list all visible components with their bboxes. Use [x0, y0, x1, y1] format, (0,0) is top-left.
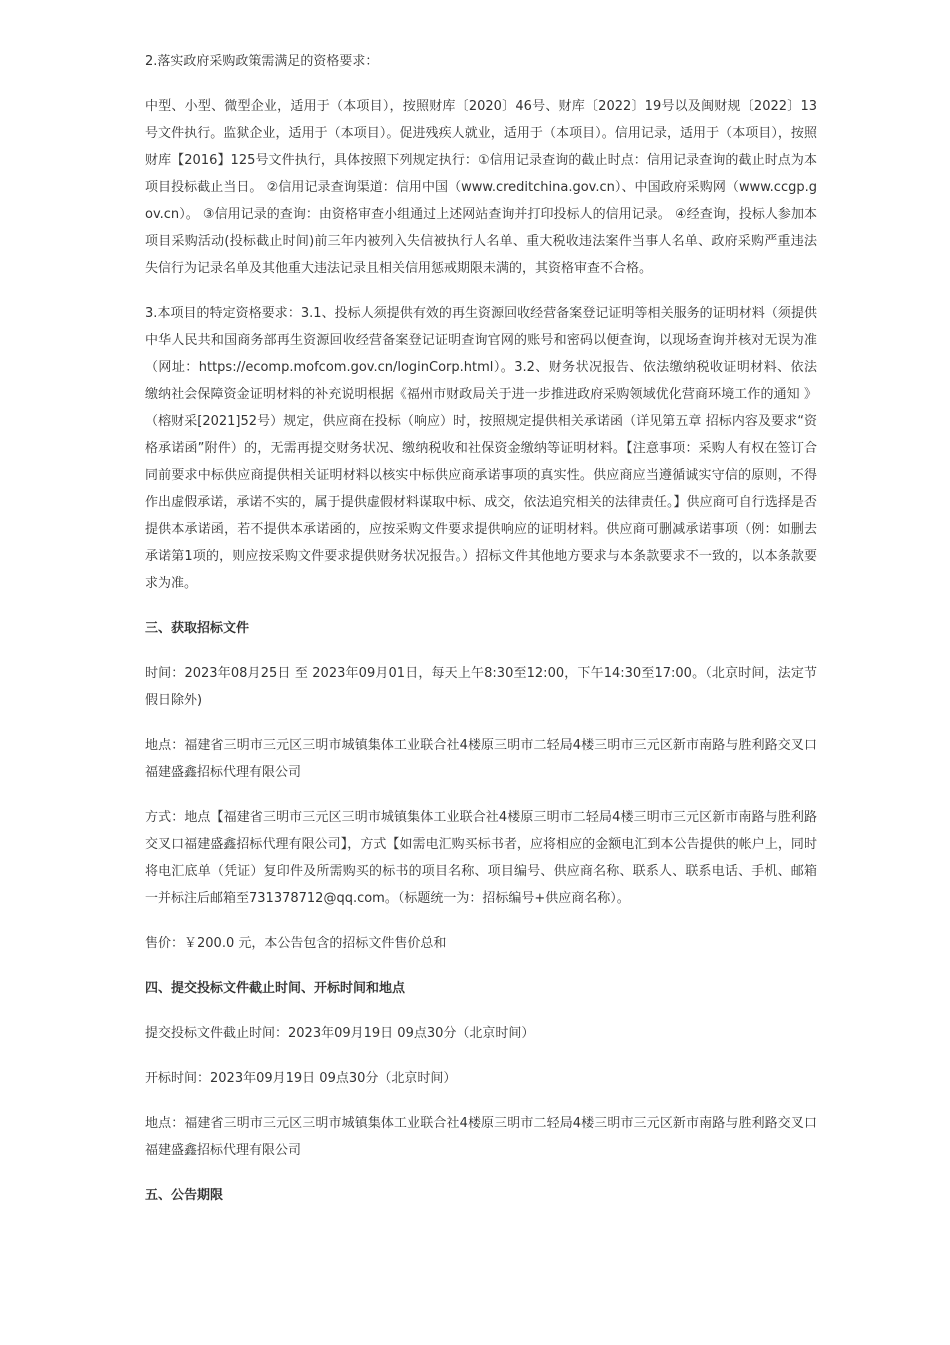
section-heading-notice-period: 五、公告期限 — [145, 1188, 224, 1203]
section-heading-submission: 四、提交投标文件截止时间、开标时间和地点 — [145, 981, 406, 996]
policy-requirements-title: 2.落实政府采购政策需满足的资格要求： — [145, 54, 379, 69]
document-body — [145, 48, 817, 1227]
obtain-method: 方式：地点【福建省三明市三元区三明市城镇集体工业联合社4楼原三明市二轻局4楼三明市三元区新市南路与胜利路交叉口福建盛鑫招标代理有限公司】，方式【如需电汇购买标书者，应将相应的金额电汇到本公告提供的帐户上，同时将电汇底单（凭证）复印件及所需购买的标书的项目名称、项目编号、供应商名称、联系人、联系电话、手机、邮箱一并标注后邮箱至731378712@qq.com。（标题统一为：招标编号+供应商名称）。 — [145, 810, 817, 906]
obtain-location: 地点：福建省三明市三元区三明市城镇集体工业联合社4楼原三明市二轻局4楼三明市三元区新市南路与胜利路交叉口福建盛鑫招标代理有限公司 — [145, 738, 817, 780]
specific-qualification-requirements: 3.本项目的特定资格要求：3.1、投标人须提供有效的再生资源回收经营备案登记证明等相关服务的证明材料（须提供中华人民共和国商务部再生资源回收经营备案登记证明查询官网的账号和密码以便查询，以现场查询并核对无误为准（网址：https://ecomp.mofcom.gov.cn/loginCorp.html）。3.2、财务状况报告、依法缴纳税收证明材料、依法缴纳社会保障资金证明材料的补充说明根据《福州市财政局关于进一步推进政府采购领域优化营商环境工作的通知 》（榕财采[2021]52号）规定，供应商在投标（响应）时，按照规定提供相关承诺函（详见第五章 招标内容及要求“资格承诺函”附件）的，无需再提交财务状况、缴纳税收和社保资金缴纳等证明材料。【注意事项：采购人有权在签订合同前要求中标供应商提供相关证明材料以核实中标供应商承诺事项的真实性。供应商应当遵循诚实守信的原则，不得作出虚假承诺，承诺不实的，属于提供虚假材料谋取中标、成交，依法追究相关的法律责任。】供应商可自行选择是否提供本承诺函，若不提供本承诺函的，应按采购文件要求提供响应的证明材料。供应商可删减承诺事项（例：如删去承诺第1项的，则应按采购文件要求提供财务状况报告。）招标文件其他地方要求与本条款要求不一致的，以本条款要求为准。 — [145, 306, 817, 591]
policy-requirements-body: 中型、小型、微型企业，适用于（本项目），按照财库〔2020〕46号、财库〔2022〕19号以及闽财规〔2022〕13号文件执行。监狱企业，适用于（本项目）。促进残疾人就业，适用于（本项目）。信用记录，适用于（本项目），按照财库【2016】125号文件执行，具体按照下列规定执行：①信用记录查询的截止时点：信用记录查询的截止时点为本项目投标截止当日。 ②信用记录查询渠道：信用中国（www.creditchina.gov.cn）、中国政府采购网（www.ccgp.gov.cn）。 ③信用记录的查询：由资格审查小组通过上述网站查询并打印投标人的信用记录。 ④经查询，投标人参加本项目采购活动(投标截止时间)前三年内被列入失信被执行人名单、重大税收违法案件当事人名单、政府采购严重违法失信行为记录名单及其他重大违法记录且相关信用惩戒期限未满的，其资格审查不合格。 — [145, 99, 817, 276]
opening-location: 地点：福建省三明市三元区三明市城镇集体工业联合社4楼原三明市二轻局4楼三明市三元区新市南路与胜利路交叉口福建盛鑫招标代理有限公司 — [145, 1116, 817, 1158]
submission-deadline: 提交投标文件截止时间：2023年09月19日 09点30分（北京时间） — [145, 1026, 535, 1041]
section-heading-obtain-documents: 三、获取招标文件 — [145, 621, 250, 636]
opening-time: 开标时间：2023年09月19日 09点30分（北京时间） — [145, 1071, 457, 1086]
obtain-time: 时间：2023年08月25日 至 2023年09月01日，每天上午8:30至12:00，下午14:30至17:00。（北京时间，法定节假日除外) — [145, 666, 817, 708]
document-price: 售价：￥200.0 元，本公告包含的招标文件售价总和 — [145, 936, 447, 951]
